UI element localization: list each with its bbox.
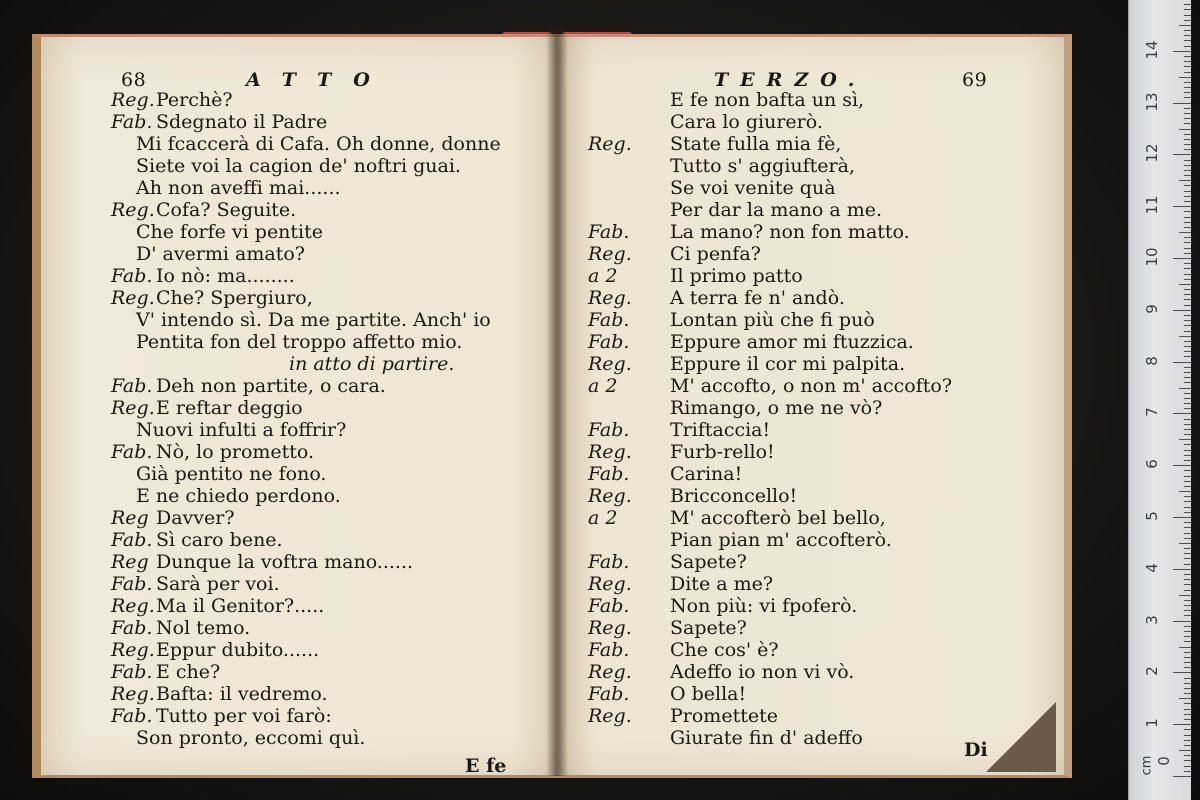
ruler-tick xyxy=(1184,434,1191,435)
speaker-label: Fab. xyxy=(111,705,153,727)
ruler-tick xyxy=(1184,263,1191,264)
ruler-tick xyxy=(1173,413,1191,414)
verse-line: E ne chiedo perdono. xyxy=(136,485,341,507)
ruler-tick xyxy=(1184,201,1191,202)
ruler-tick xyxy=(1179,129,1191,130)
verse-line: Dunque la voftra mano...... xyxy=(156,551,414,573)
ruler-number: 10 xyxy=(1143,247,1161,267)
ruler-tick xyxy=(1184,46,1191,47)
verse-line: Nuovi infulti a foffrir? xyxy=(136,419,347,441)
ruler-tick xyxy=(1184,160,1191,161)
verse-line: Rimango, o me ne vò? xyxy=(670,397,883,419)
speaker-label: Fab. xyxy=(588,639,630,661)
verse-line: Perchè? xyxy=(156,89,233,111)
page-number: 68 xyxy=(121,69,147,91)
ruler-tick xyxy=(1184,688,1191,689)
speaker-label: Fab. xyxy=(111,617,153,639)
ruler-number: 0 xyxy=(1155,756,1173,766)
ruler-tick xyxy=(1179,388,1191,389)
verse-line: Cofa? Seguite. xyxy=(156,199,297,221)
verse-line: Che? Spergiuro, xyxy=(156,287,313,309)
ruler-tick xyxy=(1184,315,1191,316)
book-gutter xyxy=(546,28,568,776)
ruler-tick xyxy=(1184,507,1191,508)
ruler-tick xyxy=(1184,185,1191,186)
ruler-tick xyxy=(1173,517,1191,518)
ruler-tick xyxy=(1184,709,1191,710)
ruler-tick xyxy=(1179,439,1191,440)
verse-line: D' avermi amato? xyxy=(136,243,305,265)
ruler-tick xyxy=(1184,237,1191,238)
speaker-label: Reg. xyxy=(111,683,155,705)
ruler-number: 6 xyxy=(1143,459,1161,469)
ruler-number: 1 xyxy=(1143,718,1161,728)
speaker-label: Fab. xyxy=(111,661,153,683)
ruler-tick xyxy=(1184,657,1191,658)
ruler-tick xyxy=(1179,491,1191,492)
ruler-tick xyxy=(1184,740,1191,741)
ruler-number: 11 xyxy=(1143,195,1161,215)
running-head: ATTO xyxy=(246,69,392,91)
ruler-tick xyxy=(1184,40,1191,41)
ruler-tick xyxy=(1184,87,1191,88)
ruler-tick xyxy=(1184,403,1191,404)
ruler-tick xyxy=(1184,351,1191,352)
speaker-label: Fab. xyxy=(588,419,630,441)
measuring-ruler xyxy=(1128,0,1191,800)
speaker-label: Reg. xyxy=(588,661,632,683)
verse-line: E che? xyxy=(156,661,221,683)
ruler-tick xyxy=(1184,331,1191,332)
ruler-tick xyxy=(1184,356,1191,357)
verse-line: Pian pian m' accofterò. xyxy=(670,529,892,551)
ruler-tick xyxy=(1184,191,1191,192)
verse-line: Ma il Genitor?..... xyxy=(156,595,325,617)
speaker-label: Fab. xyxy=(588,463,630,485)
verse-line: La mano? non fon matto. xyxy=(670,221,910,243)
speaker-label: Reg xyxy=(111,507,149,529)
verse-line: Già pentito ne fono. xyxy=(136,463,327,485)
ruler-tick xyxy=(1184,678,1191,679)
ruler-number: 9 xyxy=(1143,304,1161,314)
ruler-tick xyxy=(1184,610,1191,611)
verse-line: Eppure amor mi ftuzzica. xyxy=(670,331,914,353)
speaker-label: Reg. xyxy=(588,287,632,309)
ruler-tick xyxy=(1184,398,1191,399)
speaker-label: Fab. xyxy=(111,111,153,133)
verse-line: Se voi venite quà xyxy=(670,177,836,199)
ruler-tick xyxy=(1184,760,1191,761)
ruler-tick xyxy=(1184,615,1191,616)
ruler-tick xyxy=(1184,771,1191,772)
ruler-number: 7 xyxy=(1143,407,1161,418)
catchword: E fe xyxy=(465,755,507,777)
ruler-tick xyxy=(1184,662,1191,663)
verse-line: Pentita fon del troppo affetto mio. xyxy=(136,331,463,353)
verse-line: Sdegnato il Padre xyxy=(156,111,328,133)
ruler-tick xyxy=(1179,336,1191,337)
speaker-label: Fab. xyxy=(111,265,153,287)
ruler-tick xyxy=(1184,522,1191,523)
ruler-tick xyxy=(1184,408,1191,409)
verse-line: Il primo patto xyxy=(670,265,803,287)
ruler-number: 13 xyxy=(1143,92,1161,112)
ruler-tick xyxy=(1179,543,1191,544)
ruler-tick xyxy=(1184,600,1191,601)
open-book xyxy=(32,28,1072,776)
ruler-tick xyxy=(1184,289,1191,290)
verse-line: Tutto s' aggiufterà, xyxy=(670,155,855,177)
speaker-label: Fab. xyxy=(111,375,153,397)
verse-line: Tutto per voi farò: xyxy=(156,705,332,727)
ruler-tick xyxy=(1184,429,1191,430)
speaker-label: Reg. xyxy=(111,287,155,309)
speaker-label: Reg. xyxy=(111,639,155,661)
ruler-tick xyxy=(1173,206,1191,207)
ruler-tick xyxy=(1184,450,1191,451)
ruler-tick xyxy=(1173,362,1191,363)
verse-line: Ah non aveffi mai...... xyxy=(136,177,341,199)
ruler-tick xyxy=(1184,548,1191,549)
verse-line: Cara lo giurerò. xyxy=(670,111,823,133)
ruler-number: 4 xyxy=(1143,563,1161,573)
stage-direction: in atto di partire. xyxy=(289,353,455,375)
verse-line: Mi fcaccerà di Cafa. Oh donne, donne xyxy=(136,133,501,155)
ruler-tick xyxy=(1184,72,1191,73)
verse-line: Eppure il cor mi palpita. xyxy=(670,353,906,375)
ruler-tick xyxy=(1173,154,1191,155)
verse-line: E reftar deggio xyxy=(156,397,303,419)
verse-line: M' accofto, o non m' accofto? xyxy=(670,375,953,397)
ruler-tick xyxy=(1184,30,1191,31)
ruler-tick xyxy=(1184,574,1191,575)
ruler-tick xyxy=(1184,496,1191,497)
speaker-label: Fab. xyxy=(111,441,153,463)
ruler-number: 12 xyxy=(1143,143,1161,163)
ruler-tick xyxy=(1184,15,1191,16)
ruler-tick xyxy=(1173,569,1191,570)
verse-line: Lontan più che fi può xyxy=(670,309,875,331)
ruler-tick xyxy=(1184,346,1191,347)
verse-line: Eppur dubito...... xyxy=(156,639,320,661)
ruler-tick xyxy=(1173,724,1191,725)
speaker-label: Reg. xyxy=(588,243,632,265)
verse-line: Bafta: il vedremo. xyxy=(156,683,328,705)
ruler-tick xyxy=(1184,481,1191,482)
ruler-tick xyxy=(1184,341,1191,342)
ruler-tick xyxy=(1184,636,1191,637)
ruler-tick xyxy=(1184,134,1191,135)
ruler-tick xyxy=(1184,92,1191,93)
verse-line: Siete voi la cagion de' noftri guai. xyxy=(136,155,461,177)
verse-line: Nò, lo prometto. xyxy=(156,441,315,463)
ruler-tick xyxy=(1184,242,1191,243)
verse-line: Furb-rello! xyxy=(670,441,775,463)
verse-line: V' intendo sì. Da me partite. Anch' io xyxy=(136,309,491,331)
ruler-tick xyxy=(1184,455,1191,456)
ruler-tick xyxy=(1184,470,1191,471)
ruler-tick xyxy=(1184,61,1191,62)
ruler-tick xyxy=(1184,641,1191,642)
ruler-tick xyxy=(1184,305,1191,306)
ruler-tick xyxy=(1184,367,1191,368)
verse-line: Sì caro bene. xyxy=(156,529,283,551)
ruler-tick xyxy=(1184,631,1191,632)
speaker-label: Reg. xyxy=(588,617,632,639)
ruler-tick xyxy=(1184,268,1191,269)
speaker-label: Reg. xyxy=(111,595,155,617)
speaker-label: Fab. xyxy=(588,595,630,617)
speaker-label: Reg. xyxy=(588,133,632,155)
ruler-tick xyxy=(1184,527,1191,528)
ruler-tick xyxy=(1179,25,1191,26)
ruler-tick xyxy=(1184,279,1191,280)
verse-line: O bella! xyxy=(670,683,747,705)
ruler-tick xyxy=(1184,294,1191,295)
ruler-unit: cm xyxy=(1139,755,1155,776)
ruler-tick xyxy=(1184,372,1191,373)
ruler-tick xyxy=(1173,465,1191,466)
ruler-tick xyxy=(1184,299,1191,300)
speaker-label: Reg. xyxy=(111,199,155,221)
ruler-tick xyxy=(1173,51,1191,52)
running-head: TERZO. xyxy=(714,69,867,91)
ruler-tick xyxy=(1184,56,1191,57)
ruler-tick xyxy=(1184,97,1191,98)
verse-line: A terra fe n' andò. xyxy=(670,287,845,309)
verse-line: Son pronto, eccomi quì. xyxy=(136,727,366,749)
ruler-tick xyxy=(1184,9,1191,10)
speaker-label: Fab. xyxy=(588,683,630,705)
ruler-tick xyxy=(1173,621,1191,622)
verse-line: Sapete? xyxy=(670,617,747,639)
ruler-tick xyxy=(1184,123,1191,124)
ruler-tick xyxy=(1184,118,1191,119)
ruler-tick xyxy=(1184,35,1191,36)
ruler-tick xyxy=(1184,108,1191,109)
ruler-tick xyxy=(1179,284,1191,285)
ruler-tick xyxy=(1179,750,1191,751)
verse-line: Deh non partite, o cara. xyxy=(156,375,386,397)
verse-line: M' accofterò bel bello, xyxy=(670,507,886,529)
ruler-tick xyxy=(1184,605,1191,606)
ruler-tick xyxy=(1173,672,1191,673)
verse-line: Triftaccia! xyxy=(670,419,771,441)
ruler-tick xyxy=(1184,512,1191,513)
verse-line: E fe non bafta un sì, xyxy=(670,89,865,111)
left-page xyxy=(32,34,563,778)
speaker-label: Reg. xyxy=(588,573,632,595)
ruler-tick xyxy=(1184,211,1191,212)
ruler-tick xyxy=(1184,325,1191,326)
ruler-tick xyxy=(1173,103,1191,104)
speaker-label: a 2 xyxy=(588,375,618,397)
ruler-tick xyxy=(1184,564,1191,565)
ruler-tick xyxy=(1184,533,1191,534)
verse-line: Promettete xyxy=(670,705,778,727)
ruler-tick xyxy=(1184,113,1191,114)
ruler-tick xyxy=(1184,476,1191,477)
speaker-label: a 2 xyxy=(588,507,618,529)
ruler-tick xyxy=(1184,703,1191,704)
ruler-tick xyxy=(1184,170,1191,171)
verse-line: Sapete? xyxy=(670,551,747,573)
ruler-tick xyxy=(1173,776,1191,777)
verse-line: Nol temo. xyxy=(156,617,251,639)
ruler-tick xyxy=(1184,217,1191,218)
ruler-tick xyxy=(1184,82,1191,83)
ruler-tick xyxy=(1184,558,1191,559)
ruler-tick xyxy=(1173,258,1191,259)
verse-line: Che cos' è? xyxy=(670,639,779,661)
ruler-tick xyxy=(1184,144,1191,145)
verse-line: Carina! xyxy=(670,463,743,485)
ruler-tick xyxy=(1184,196,1191,197)
speaker-label: Fab. xyxy=(588,551,630,573)
verse-line: Giurate fin d' adeffo xyxy=(670,727,863,749)
ruler-tick xyxy=(1184,538,1191,539)
ruler-tick xyxy=(1179,77,1191,78)
verse-line: Che forfe vi pentite xyxy=(136,221,324,243)
speaker-label: Reg. xyxy=(111,397,155,419)
verse-line: Bricconcello! xyxy=(670,485,798,507)
ruler-tick xyxy=(1184,667,1191,668)
verse-line: Dite a me? xyxy=(670,573,774,595)
ruler-tick xyxy=(1184,393,1191,394)
verse-line: Non più: vi fpoferò. xyxy=(670,595,858,617)
ruler-tick xyxy=(1184,579,1191,580)
ruler-tick xyxy=(1184,729,1191,730)
ruler-tick xyxy=(1184,590,1191,591)
ruler-tick xyxy=(1184,444,1191,445)
ruler-tick xyxy=(1184,693,1191,694)
ruler-tick xyxy=(1184,227,1191,228)
verse-line: Io nò: ma........ xyxy=(156,265,295,287)
speaker-label: Reg xyxy=(111,551,149,573)
ruler-tick xyxy=(1184,683,1191,684)
ruler-tick xyxy=(1184,460,1191,461)
speaker-label: Fab. xyxy=(588,221,630,243)
ruler-tick xyxy=(1184,165,1191,166)
ruler-number: 8 xyxy=(1143,355,1161,366)
ruler-tick xyxy=(1184,714,1191,715)
verse-line: Davver? xyxy=(156,507,235,529)
ruler-tick xyxy=(1184,553,1191,554)
ruler-number: 2 xyxy=(1143,666,1161,677)
ruler-tick xyxy=(1184,320,1191,321)
speaker-label: Fab. xyxy=(588,309,630,331)
speaker-label: Fab. xyxy=(111,573,153,595)
verse-line: Per dar la mano a me. xyxy=(670,199,883,221)
ruler-tick xyxy=(1184,382,1191,383)
ruler-tick xyxy=(1184,719,1191,720)
speaker-label: Reg. xyxy=(588,441,632,463)
ruler-tick xyxy=(1184,626,1191,627)
ruler-tick xyxy=(1184,139,1191,140)
ruler-tick xyxy=(1184,584,1191,585)
ruler-tick xyxy=(1179,698,1191,699)
ruler-tick xyxy=(1179,647,1191,648)
ruler-tick xyxy=(1173,310,1191,311)
ruler-tick xyxy=(1184,4,1191,5)
ruler-number: 14 xyxy=(1143,40,1161,60)
catchword: Di xyxy=(964,739,988,761)
speaker-label: Reg. xyxy=(588,485,632,507)
ruler-tick xyxy=(1184,66,1191,67)
ruler-tick xyxy=(1184,766,1191,767)
ruler-tick xyxy=(1184,20,1191,21)
speaker-label: Reg. xyxy=(111,89,155,111)
ruler-tick xyxy=(1184,735,1191,736)
ruler-tick xyxy=(1184,248,1191,249)
ruler-tick xyxy=(1184,274,1191,275)
ruler-number: 5 xyxy=(1143,511,1161,521)
ruler-tick xyxy=(1184,253,1191,254)
folded-corner xyxy=(986,702,1056,772)
ruler-tick xyxy=(1184,149,1191,150)
ruler-tick xyxy=(1184,222,1191,223)
ruler-tick xyxy=(1184,501,1191,502)
ruler-tick xyxy=(1179,595,1191,596)
ruler-tick xyxy=(1184,175,1191,176)
ruler-tick xyxy=(1184,486,1191,487)
ruler-tick xyxy=(1184,745,1191,746)
ruler-tick xyxy=(1184,755,1191,756)
speaker-label: Reg. xyxy=(588,353,632,375)
ruler-tick xyxy=(1179,232,1191,233)
verse-line: Sarà per voi. xyxy=(156,573,280,595)
speaker-label: Fab. xyxy=(111,529,153,551)
ruler-tick xyxy=(1184,652,1191,653)
ruler-tick xyxy=(1184,377,1191,378)
verse-line: State fulla mia fè, xyxy=(670,133,842,155)
speaker-label: a 2 xyxy=(588,265,618,287)
speaker-label: Reg. xyxy=(588,705,632,727)
ruler-tick xyxy=(1179,180,1191,181)
right-page xyxy=(560,34,1072,778)
verse-line: Adeffo io non vi vò. xyxy=(670,661,855,683)
ruler-number: 3 xyxy=(1143,614,1161,625)
ruler-tick xyxy=(1184,419,1191,420)
speaker-label: Fab. xyxy=(588,331,630,353)
verse-line: Ci penfa? xyxy=(670,243,761,265)
page-number: 69 xyxy=(962,69,988,91)
ruler-tick xyxy=(1184,424,1191,425)
